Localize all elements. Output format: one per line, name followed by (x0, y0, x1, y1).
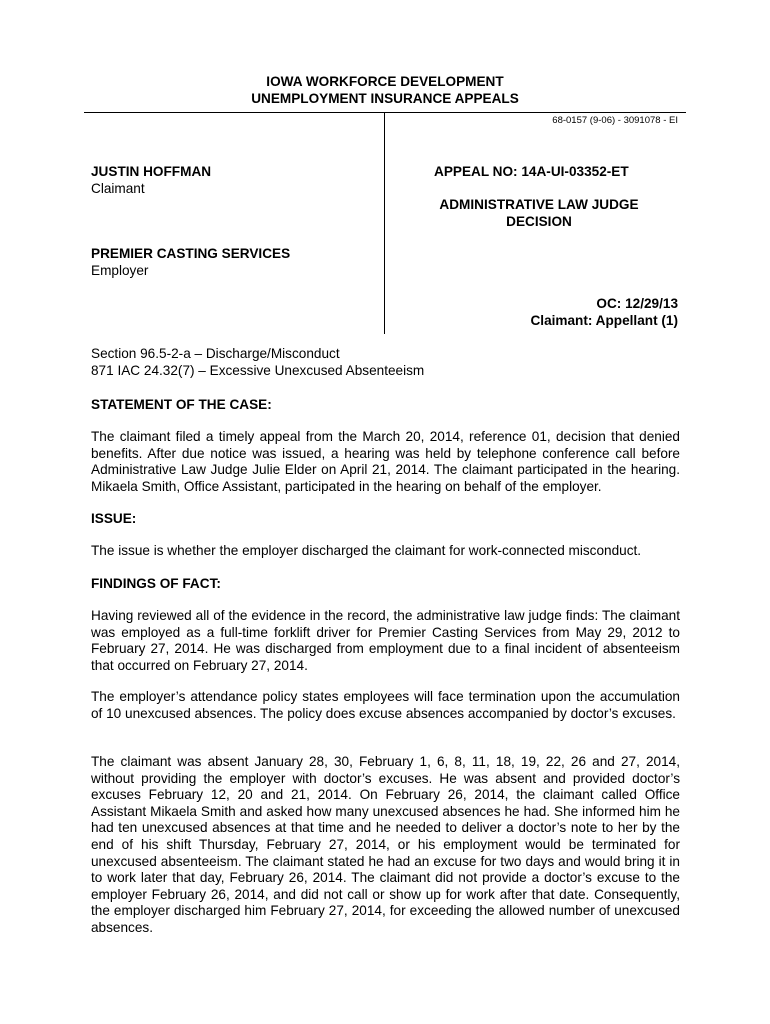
claimant-status: Claimant: Appellant (1) (530, 313, 678, 328)
statement-paragraph: The claimant filed a timely appeal from the March 20, 2014, reference 01, decision that denied benefits. After due notice was issued, a hearing was held by telephone conference call before Administrative Law Judge Julie Elder on April 21, 2014. The claimant participated in the hearing. Mikaela Smith, Office Assistant, participated in the hearing on behalf of the employer. (91, 429, 680, 494)
oc-date: OC: 12/29/13 (596, 296, 678, 311)
section-ref-1: Section 96.5-2-a – Discharge/Misconduct (91, 346, 340, 361)
employer-block (91, 245, 290, 279)
statement-heading: STATEMENT OF THE CASE: (91, 397, 272, 412)
issue-heading: ISSUE: (91, 511, 137, 526)
findings-paragraph-2: The employer’s attendance policy states employees will face termination upon the accumulation of 10 unexcused absences. The policy does excuse absences accompanied by doctor’s excuses. (91, 689, 680, 721)
agency-division: UNEMPLOYMENT INSURANCE APPEALS (251, 91, 519, 106)
form-number: 68-0157 (9-06) - 3091078 - EI (552, 115, 678, 126)
section-ref-2: 871 IAC 24.32(7) – Excessive Unexcused Absenteeism (91, 362, 425, 378)
employer-role: Employer (91, 263, 149, 278)
caption-divider (384, 112, 385, 334)
section-references (91, 346, 680, 379)
case-status-block (530, 295, 678, 329)
appeal-number: APPEAL NO: 14A-UI-03352-ET (434, 164, 629, 179)
findings-paragraph-3: The claimant was absent January 28, 30, February 1, 6, 8, 11, 18, 19, 22, 26 and 27, 2014, without providing the employer with doctor’s excuses. He was absent and provided doctor’s excuses February 12, 20 and 21, 2014. On February 26, 2014, the claimant called Office Assistant Mikaela Smith and asked how many unexcused absences he had. She informed him he had ten unexcused absences at that time and he needed to deliver a doctor’s note to her by the end of his shift Thursday, February 27, 2014, or his employment would be terminated for unexcused absenteeism. The claimant stated he had an excuse for two days and would bring it in to work later that day, February 26, 2014. The claimant did not provide a doctor’s excuse to the employer February 26, 2014, and did not call or show up for work after that date. Consequently, the employer discharged him February 27, 2014, for exceeding the allowed number of unexcused absences. (91, 754, 680, 935)
claimant-name: JUSTIN HOFFMAN (91, 164, 212, 179)
agency-name: IOWA WORKFORCE DEVELOPMENT (266, 74, 504, 89)
findings-heading: FINDINGS OF FACT: (91, 576, 221, 591)
claimant-block (91, 163, 211, 197)
header-divider (84, 112, 686, 113)
issue-paragraph: The issue is whether the employer discharged the claimant for work-connected misconduct. (91, 543, 642, 558)
decision-title-line1: ADMINISTRATIVE LAW JUDGE (439, 197, 639, 212)
claimant-role: Claimant (91, 181, 145, 196)
employer-name: PREMIER CASTING SERVICES (91, 246, 291, 261)
decision-title-line2: DECISION (506, 214, 572, 229)
findings-paragraph-1: Having reviewed all of the evidence in the record, the administrative law judge finds: The claimant was employed as a full-time forklift driver for Premier Casting Services from May 29, 2012 to February 27, 2014. He was discharged from employment due to a final incident of absenteeism that occurred on February 27, 2014. (91, 608, 680, 673)
decision-title (434, 196, 644, 230)
